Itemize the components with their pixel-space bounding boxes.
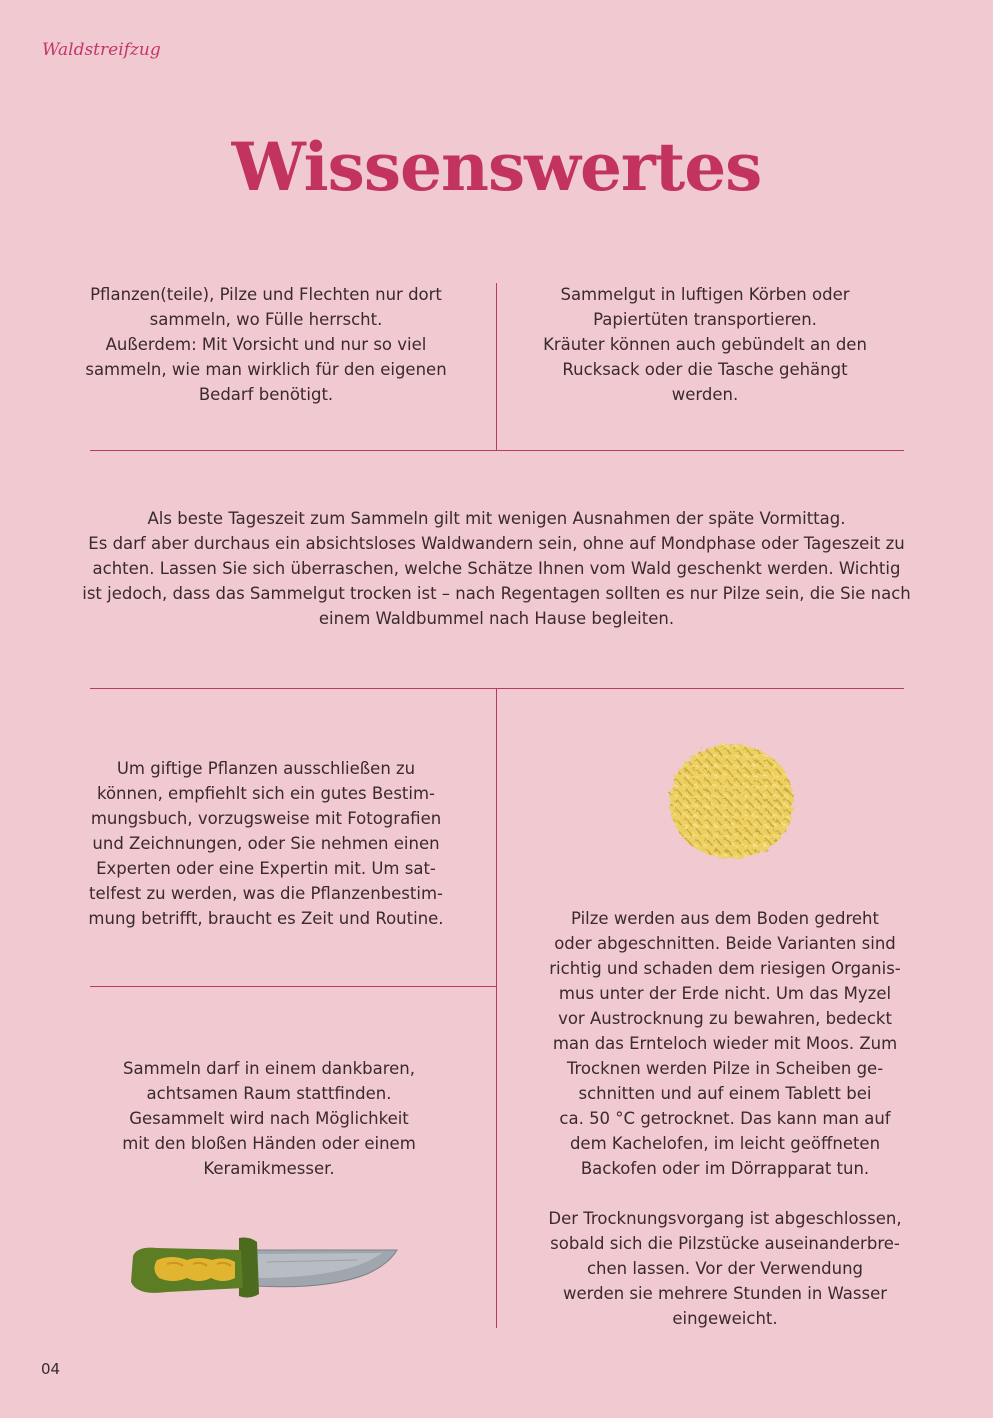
- text-line: Bedarf benötigt.: [198, 385, 334, 404]
- text-line: Kräuter können auch gebündelt an den: [543, 335, 867, 354]
- text-line: sammeln, wo Fülle herrscht.: [149, 310, 383, 329]
- text-line: ist jedoch, dass das Sammelgut trocken ist – nach Regentagen sollten es nur Pilze sein, die Sie nach: [82, 584, 911, 603]
- text-line: Außerdem: Mit Vorsicht und nur so viel: [105, 335, 427, 354]
- text-line: achtsamen Raum stattfinden.: [146, 1084, 392, 1103]
- text-line: Gesammelt wird nach Möglichkeit: [129, 1109, 409, 1128]
- text-line: Backofen oder im Dörrapparat tun.: [580, 1159, 870, 1178]
- text-line: Um giftige Pflanzen ausschließen zu: [116, 759, 416, 778]
- text-line: sobald sich die Pilzstücke auseinanderbre-: [550, 1234, 900, 1253]
- text-line: einem Waldbummel nach Hause begleiten.: [318, 609, 675, 628]
- text-line: und Zeichnungen, oder Sie nehmen einen: [92, 834, 440, 853]
- text-line: man das Ernteloch wieder mit Moos. Zum: [552, 1034, 898, 1053]
- text-line: Trocknen werden Pilze in Scheiben ge-: [566, 1059, 884, 1078]
- text-line: dem Kachelofen, im leicht geöffneten: [569, 1134, 881, 1153]
- knife-illustration: [127, 1234, 407, 1304]
- text-line: Keramikmesser.: [203, 1159, 335, 1178]
- text-line: telfest zu werden, was die Pflanzenbestim-: [89, 884, 443, 903]
- text-line: Pflanzen(teile), Pilze und Flechten nur dort: [90, 285, 442, 304]
- text-line: mung betrifft, braucht es Zeit und Routine.: [88, 909, 444, 928]
- text-block-middle: [76, 506, 917, 631]
- text-line: werden sie mehrere Stunden in Wasser: [562, 1284, 888, 1303]
- text-line: Sammelgut in luftigen Körben oder: [560, 285, 850, 304]
- text-line: mus unter der Erde nicht. Um das Myzel: [558, 984, 892, 1003]
- horizontal-rule-top: [90, 450, 904, 451]
- text-line: sammeln, wie man wirklich für den eigenen: [85, 360, 447, 379]
- text-line: können, empfiehlt sich ein gutes Bestim-: [96, 784, 435, 803]
- text-line: mungsbuch, vorzugsweise mit Fotografien: [90, 809, 442, 828]
- page-title: Wissenswertes: [231, 128, 762, 206]
- text-line: Rucksack oder die Tasche gehängt: [562, 360, 848, 379]
- page-number: 04: [41, 1360, 61, 1378]
- text-line: werden.: [671, 385, 739, 404]
- text-block-gathering: [66, 1056, 472, 1181]
- text-line: richtig und schaden dem riesigen Organis-: [549, 959, 901, 978]
- dried-mushroom-illustration: [663, 738, 803, 868]
- text-line: achten. Lassen Sie sich überraschen, welche Schätze Ihnen vom Wald geschenkt werden. Wichtig: [92, 559, 901, 578]
- text-line: mit den bloßen Händen oder einem: [122, 1134, 416, 1153]
- text-line: chen lassen. Vor der Verwendung: [586, 1259, 864, 1278]
- text-line: schnitten und auf einem Tablett bei: [578, 1084, 872, 1103]
- text-line: Papiertüten transportieren.: [593, 310, 817, 329]
- text-line: Pilze werden aus dem Boden gedreht: [571, 909, 879, 928]
- text-line: Sammeln darf in einem dankbaren,: [123, 1059, 415, 1078]
- text-block-top-right: [505, 282, 905, 407]
- text-line: Experten oder eine Expertin mit. Um sat-: [96, 859, 436, 878]
- text-line: Es darf aber durchaus ein absichtsloses Waldwandern sein, ohne auf Mondphase oder Tageszeit zu: [88, 534, 905, 553]
- column-divider-bottom: [496, 688, 497, 1328]
- column-divider-top: [496, 283, 497, 450]
- text-block-plant-identification: [66, 756, 466, 931]
- text-line: vor Austrocknung zu bewahren, bedeckt: [558, 1009, 892, 1028]
- horizontal-rule-left-column: [90, 986, 496, 987]
- text-block-mushroom-drying: [522, 906, 928, 1331]
- running-head: Waldstreifzug: [42, 40, 161, 60]
- text-line: ca. 50 °C getrocknet. Das kann man auf: [559, 1109, 891, 1128]
- text-line: oder abgeschnitten. Beide Varianten sind: [554, 934, 896, 953]
- text-block-top-left: [66, 282, 466, 407]
- horizontal-rule-middle: [90, 688, 904, 689]
- text-line: Der Trocknungsvorgang ist abgeschlossen,: [548, 1209, 902, 1228]
- text-line: Als beste Tageszeit zum Sammeln gilt mit wenigen Ausnahmen der späte Vormittag.: [147, 509, 846, 528]
- text-line: eingeweicht.: [672, 1309, 778, 1328]
